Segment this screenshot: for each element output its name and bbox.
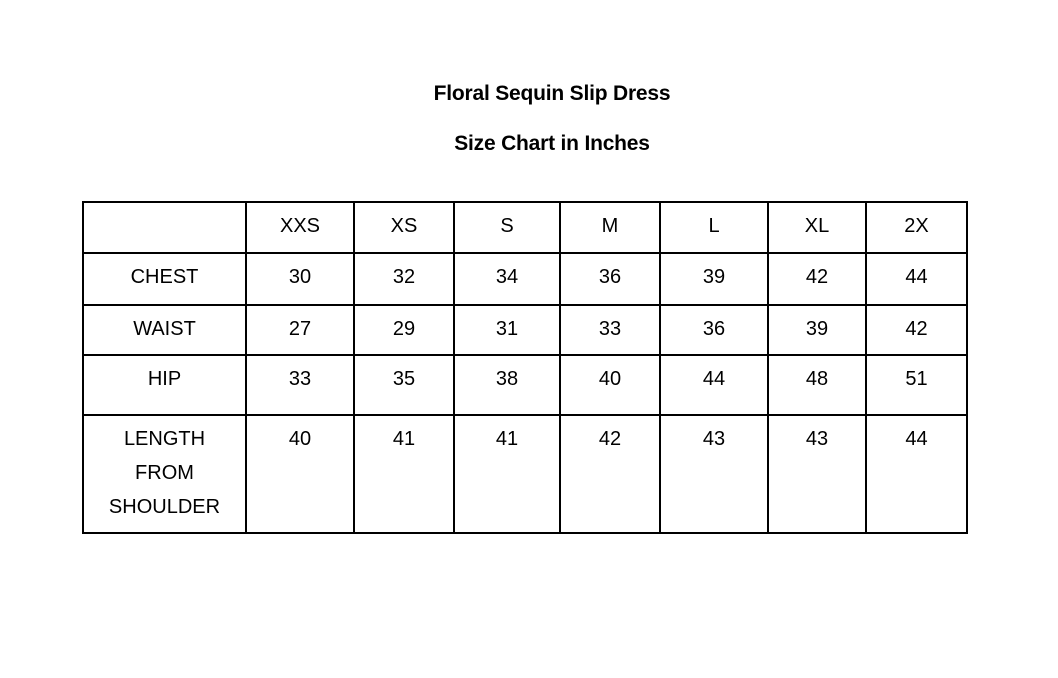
table-cell: 43 [768,415,866,533]
row-label-length [83,415,246,533]
size-header-xxs: XXS [246,202,354,253]
table-cell: 41 [454,415,560,533]
table-row-length [83,415,967,533]
size-header-m: M [560,202,660,253]
size-header-xs: XS [354,202,454,253]
table-row-hip [83,355,967,415]
table-cell: 42 [866,305,967,355]
table-cell: 43 [660,415,768,533]
corner-cell [83,202,246,253]
row-label-chest: CHEST [83,253,246,305]
table-cell: 42 [560,415,660,533]
table-cell: 31 [454,305,560,355]
table-cell: 27 [246,305,354,355]
table-cell: 36 [660,305,768,355]
table-cell: 42 [768,253,866,305]
table-cell: 38 [454,355,560,415]
table-cell: 33 [560,305,660,355]
row-label-line: SHOULDER [108,496,221,518]
table-cell: 44 [660,355,768,415]
table-cell: 44 [866,253,967,305]
table-cell: 39 [660,253,768,305]
size-header-l: L [660,202,768,253]
row-label-hip: HIP [83,355,246,415]
table-cell: 41 [354,415,454,533]
table-cell: 40 [246,415,354,533]
table-row-chest [83,253,967,305]
size-header-xl: XL [768,202,866,253]
table-cell: 39 [768,305,866,355]
size-chart-table [82,201,968,534]
table-cell: 40 [560,355,660,415]
row-label-line: LENGTH [123,428,206,450]
table-cell: 33 [246,355,354,415]
table-row-waist [83,305,967,355]
table-cell: 32 [354,253,454,305]
size-header-s: S [454,202,560,253]
table-header-row [83,202,967,253]
row-label-waist: WAIST [83,305,246,355]
table-cell: 51 [866,355,967,415]
table-cell: 36 [560,253,660,305]
row-label-line: FROM [135,462,194,484]
table-cell: 48 [768,355,866,415]
document-title: Floral Sequin Slip Dress [433,82,671,105]
table-cell: 35 [354,355,454,415]
table-cell: 34 [454,253,560,305]
table-cell: 30 [246,253,354,305]
document-subtitle: Size Chart in Inches [454,132,650,155]
size-header-2x: 2X [866,202,967,253]
table-cell: 29 [354,305,454,355]
table-cell: 44 [866,415,967,533]
